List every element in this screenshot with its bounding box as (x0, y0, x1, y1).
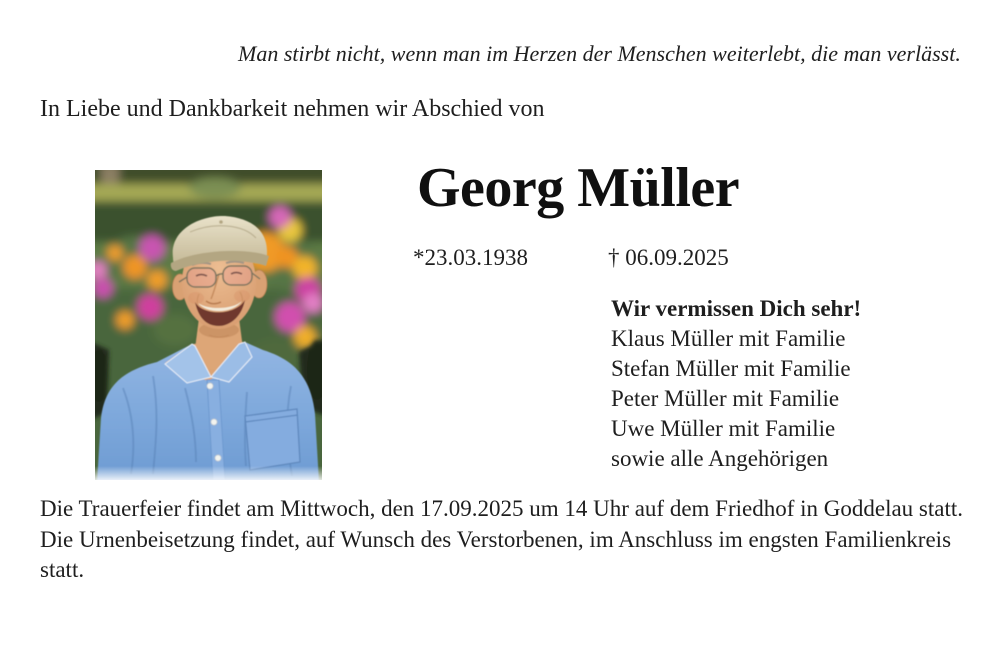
mourner-line: Klaus Müller mit Familie (611, 326, 846, 351)
farewell-headline: Wir vermissen Dich sehr! (611, 296, 862, 321)
birth-date: *23.03.1938 (413, 245, 528, 270)
deceased-name: Georg Müller (417, 157, 740, 219)
mourner-line: sowie alle Angehörigen (611, 446, 829, 471)
mourner-line: Uwe Müller mit Familie (611, 416, 836, 441)
mourners-block (611, 294, 861, 474)
death-date: † 06.09.2025 (608, 245, 729, 270)
photo-bottom-fade (95, 466, 322, 480)
funeral-details (40, 494, 995, 586)
memorial-quote: Man stirbt nicht, wenn man im Herzen der Menschen weiterlebt, die man verlässt. (238, 41, 961, 66)
urn-burial-info: Die Urnenbeisetzung findet, auf Wunsch des Verstorbenen, im Anschluss im engsten Familienkreis statt. (40, 526, 952, 582)
mourner-line: Peter Müller mit Familie (611, 386, 840, 411)
mourner-line: Stefan Müller mit Familie (611, 356, 851, 381)
portrait-photo-graphic (95, 170, 322, 480)
funeral-service-info: Die Trauerfeier findet am Mittwoch, den 17.09.2025 um 14 Uhr auf dem Friedhof in Goddelau statt. (40, 496, 964, 521)
portrait-photo (95, 170, 322, 480)
intro-line: In Liebe und Dankbarkeit nehmen wir Abschied von (40, 96, 545, 122)
